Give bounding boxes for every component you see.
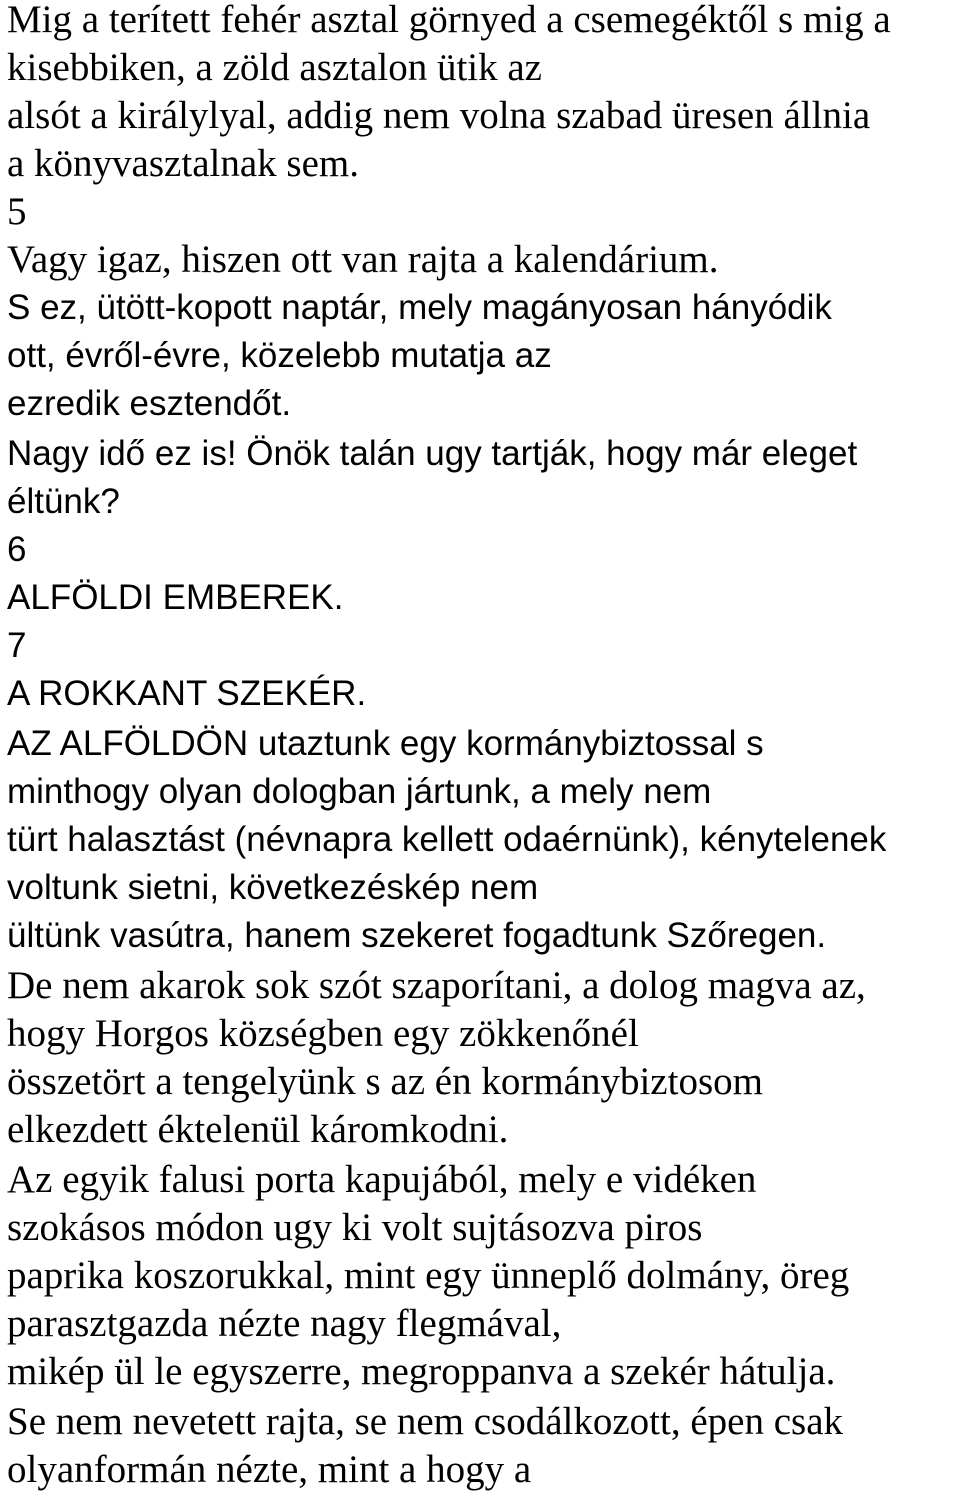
text-line: Nagy idő ez is! Önök talán ugy tartják, hogy már eleget	[7, 434, 858, 473]
text-line: kisebbiken, a zöld asztalon ütik az	[7, 46, 542, 89]
text-line: a könyvasztalnak sem.	[7, 142, 359, 185]
text-line: Az egyik falusi porta kapujából, mely e vidéken	[7, 1158, 757, 1201]
text-line: elkezdett éktelenül káromkodni.	[7, 1108, 509, 1151]
page-number: 6	[7, 530, 27, 569]
text-line: Mig a terített fehér asztal görnyed a csemegéktől s mig a	[7, 0, 891, 41]
text-line: paprika koszorukkal, mint egy ünneplő dolmány, öreg	[7, 1254, 850, 1297]
text-line: voltunk sietni, következéskép nem	[7, 868, 539, 907]
text-line: éltünk?	[7, 482, 120, 521]
text-line: ültünk vasútra, hanem szekeret fogadtunk Szőregen.	[7, 916, 827, 955]
text-line: összetört a tengelyünk s az én kormánybiztosom	[7, 1060, 763, 1103]
text-line: parasztgazda nézte nagy flegmával,	[7, 1302, 562, 1345]
text-line: ezredik esztendőt.	[7, 384, 292, 423]
text-line: mikép ül le egyszerre, megroppanva a szekér hátulja.	[7, 1350, 836, 1393]
text-line: Se nem nevetett rajta, se nem csodálkozott, épen csak	[7, 1400, 844, 1443]
text-line: S ez, ütött-kopott naptár, mely magányosan hányódik	[7, 288, 832, 327]
text-line: hogy Horgos községben egy zökkenőnél	[7, 1012, 639, 1055]
text-line: minthogy olyan dologban jártunk, a mely nem	[7, 772, 712, 811]
text-line: AZ ALFÖLDÖN utaztunk egy kormánybiztossal s	[7, 724, 764, 763]
text-line: De nem akarok sok szót szaporítani, a dolog magva az,	[7, 964, 866, 1007]
section-heading: ALFÖLDI EMBEREK.	[7, 578, 344, 617]
page-number: 7	[7, 626, 27, 665]
text-line: szokásos módon ugy ki volt sujtásozva piros	[7, 1206, 703, 1249]
text-line: olyanformán nézte, mint a hogy a	[7, 1448, 532, 1491]
chapter-title: A ROKKANT SZEKÉR.	[7, 674, 367, 713]
text-line: ott, évről-évre, közelebb mutatja az	[7, 336, 552, 375]
page-number: 5	[7, 190, 27, 233]
text-line: türt halasztást (névnapra kellett odaérnünk), kénytelenek	[7, 820, 887, 859]
text-line: alsót a királylyal, addig nem volna szabad üresen állnia	[7, 94, 871, 137]
text-line: Vagy igaz, hiszen ott van rajta a kalendárium.	[7, 238, 719, 281]
